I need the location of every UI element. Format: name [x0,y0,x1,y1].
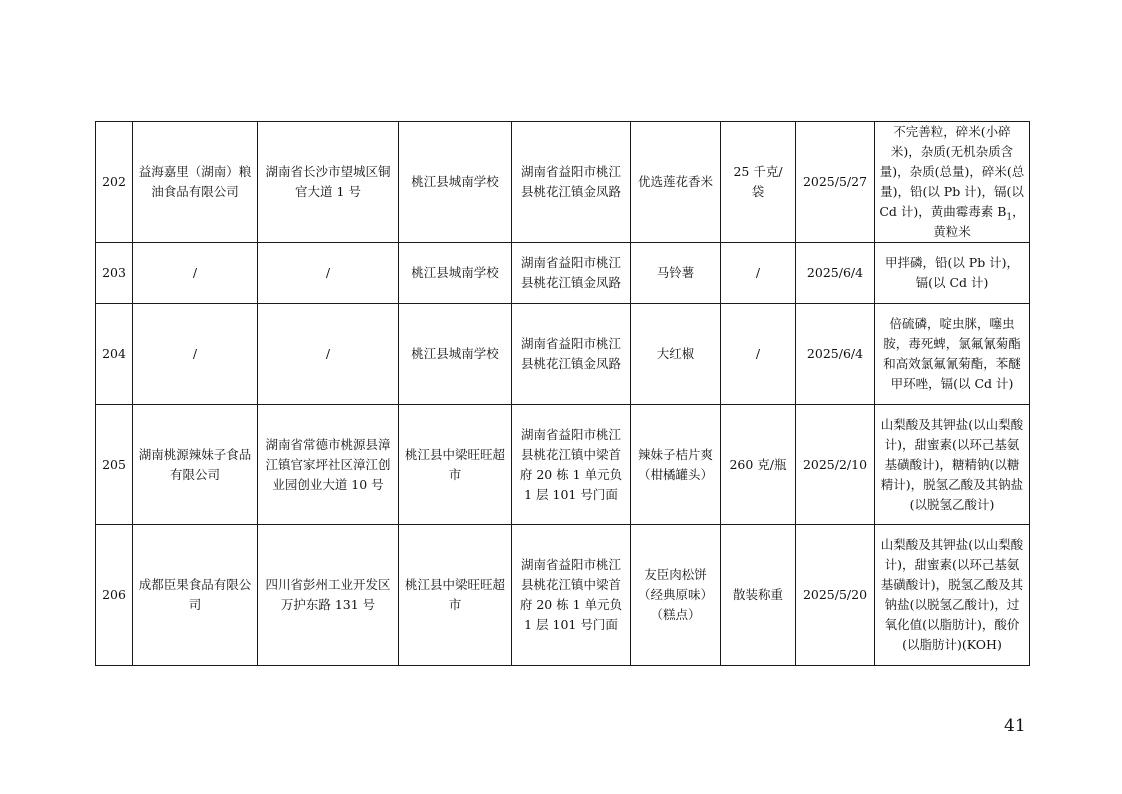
row-number: 203 [96,243,133,304]
production-date: 2025/5/27 [796,122,875,243]
sampled-unit-address: 湖南省益阳市桃江县桃花江镇金凤路 [512,304,631,405]
production-date: 2025/6/4 [796,304,875,405]
product-spec: 260 克/瓶 [721,405,796,525]
table-row [96,405,1030,525]
inspection-items [875,122,1030,243]
table-row [96,525,1030,666]
sampled-unit: 桃江县中梁旺旺超市 [399,405,512,525]
inspection-items: 山梨酸及其钾盐(以山梨酸计)，甜蜜素(以环己基氨基磺酸计)，糖精钠(以糖精计)，脱氢乙酸及其钠盐(以脱氢乙酸计) [875,405,1030,525]
row-number: 202 [96,122,133,243]
producer-address: / [258,243,399,304]
producer-address: 湖南省常德市桃源县漳江镇官家坪社区漳江创业园创业大道 10 号 [258,405,399,525]
items-subscript: 1 [1006,212,1013,223]
product-spec: 25 千克/袋 [721,122,796,243]
product-spec: / [721,304,796,405]
sampled-unit: 桃江县城南学校 [399,304,512,405]
inspection-table [95,121,1030,666]
inspection-items: 山梨酸及其钾盐(以山梨酸计)，甜蜜素(以环己基氨基磺酸计)，脱氢乙酸及其钠盐(以脱氢乙酸计)，过氧化值(以脂肪计)，酸价(以脂肪计)(KOH) [875,525,1030,666]
producer-name: 益海嘉里（湖南）粮油食品有限公司 [133,122,258,243]
sampled-unit-address: 湖南省益阳市桃江县桃花江镇金凤路 [512,122,631,243]
inspection-items: 甲拌磷，铅(以 Pb 计)，镉(以 Cd 计) [875,243,1030,304]
product-name: 优选莲花香米 [631,122,721,243]
row-number: 206 [96,525,133,666]
product-name: 马铃薯 [631,243,721,304]
sampled-unit: 桃江县城南学校 [399,243,512,304]
producer-address: 四川省彭州工业开发区万护东路 131 号 [258,525,399,666]
product-name: 辣妹子桔片爽（柑橘罐头） [631,405,721,525]
row-number: 205 [96,405,133,525]
producer-name: / [133,304,258,405]
sampled-unit-address: 湖南省益阳市桃江县桃花江镇中梁首府 20 栋 1 单元负 1 层 101 号门面 [512,405,631,525]
producer-address: 湖南省长沙市望城区铜官大道 1 号 [258,122,399,243]
sampled-unit: 桃江县城南学校 [399,122,512,243]
producer-name: 湖南桃源辣妹子食品有限公司 [133,405,258,525]
table-row [96,243,1030,304]
production-date: 2025/5/20 [796,525,875,666]
product-spec: / [721,243,796,304]
row-number: 204 [96,304,133,405]
table-row [96,122,1030,243]
items-text-tail: ，黄粒米 [933,204,1025,239]
product-name: 友臣肉松饼（经典原味）（糕点） [631,525,721,666]
product-name: 大红椒 [631,304,721,405]
page-number: 41 [1004,716,1026,736]
producer-address: / [258,304,399,405]
items-text: 不完善粒，碎米(小碎米)，杂质(无机杂质含量)，杂质(总量)，碎米(总量)，铅(以 Pb 计)，镉(以 Cd 计)，黄曲霉毒素 B [879,124,1025,219]
product-spec: 散装称重 [721,525,796,666]
table-row [96,304,1030,405]
production-date: 2025/6/4 [796,243,875,304]
sampled-unit: 桃江县中梁旺旺超市 [399,525,512,666]
production-date: 2025/2/10 [796,405,875,525]
inspection-items: 倍硫磷，啶虫脒，噻虫胺，毒死蜱，氯氟氰菊酯和高效氯氟氰菊酯，苯醚甲环唑，镉(以 Cd 计) [875,304,1030,405]
producer-name: / [133,243,258,304]
producer-name: 成都臣果食品有限公司 [133,525,258,666]
sampled-unit-address: 湖南省益阳市桃江县桃花江镇金凤路 [512,243,631,304]
sampled-unit-address: 湖南省益阳市桃江县桃花江镇中梁首府 20 栋 1 单元负 1 层 101 号门面 [512,525,631,666]
